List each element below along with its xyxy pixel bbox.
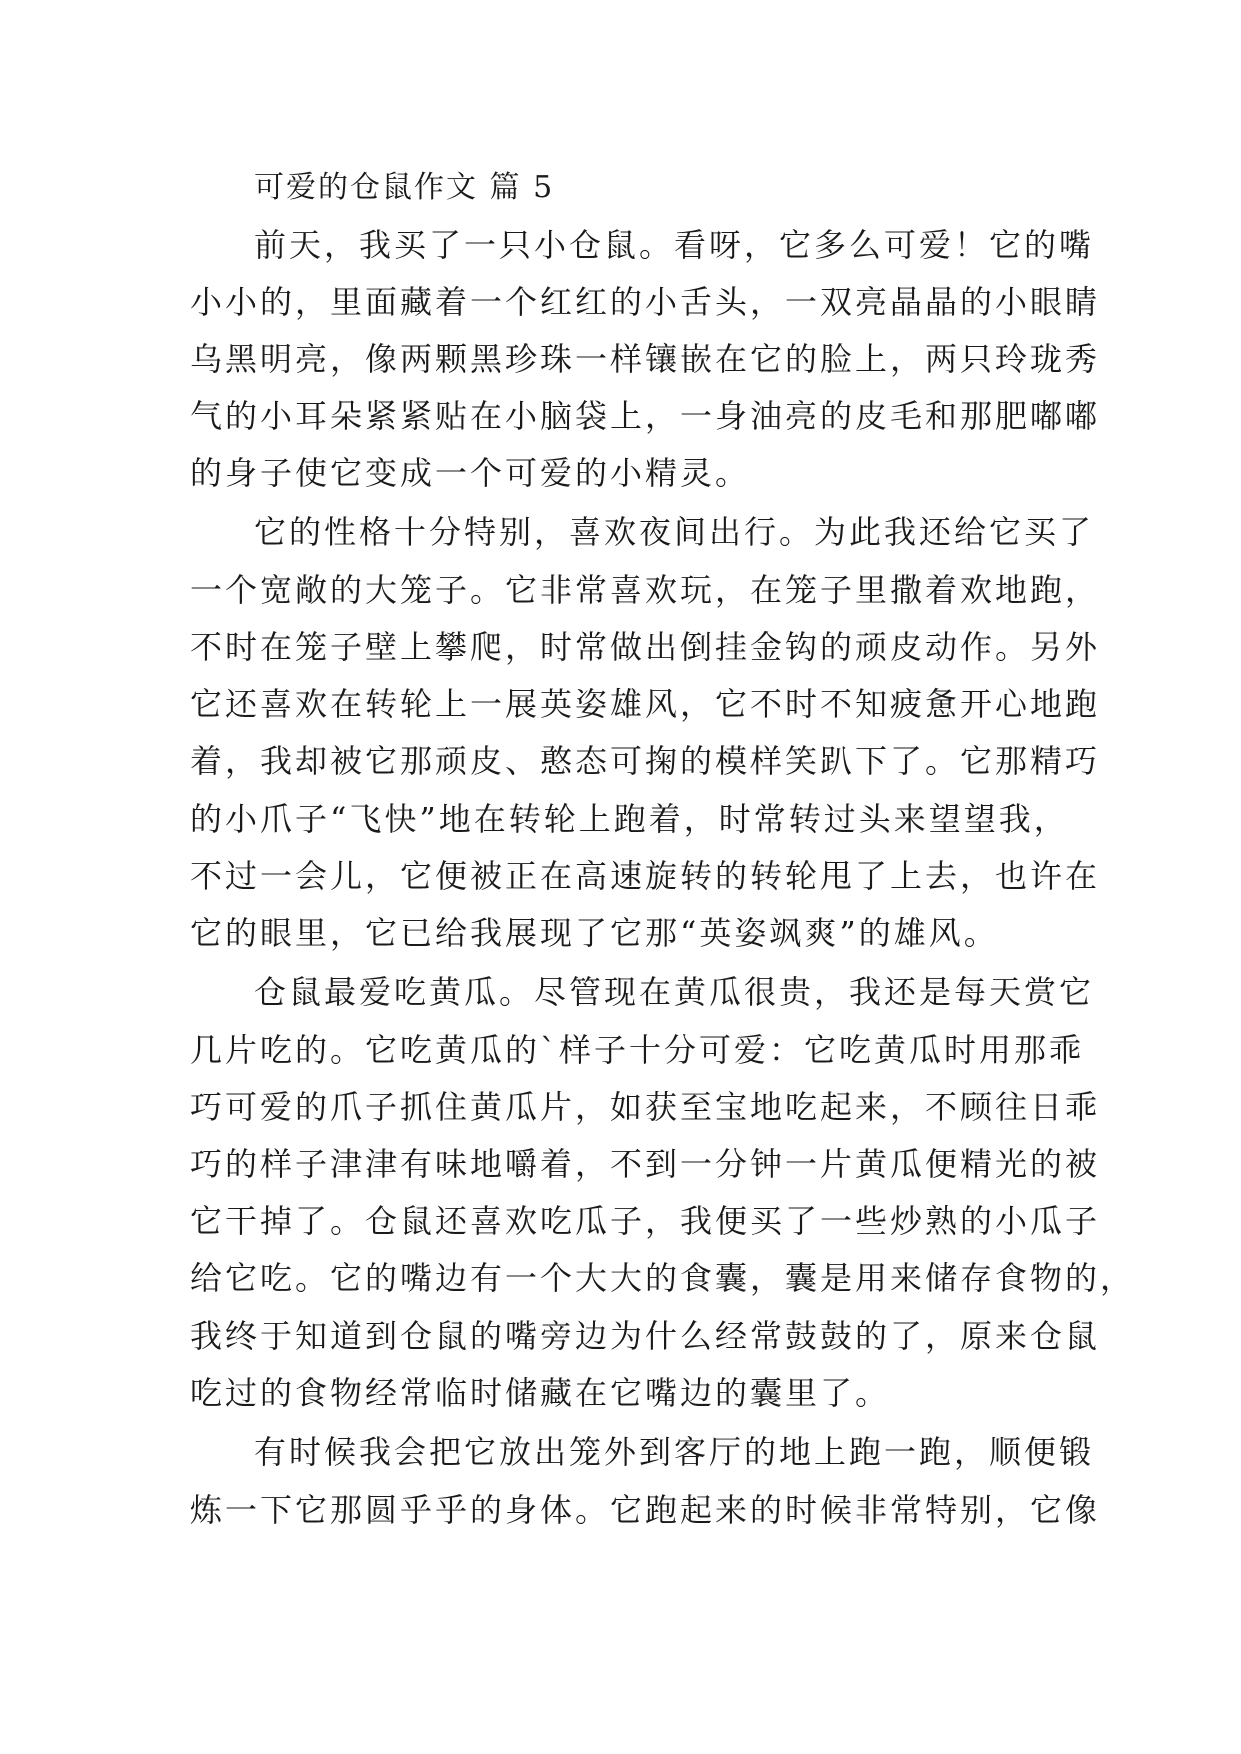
- text-line: 几片吃的。它吃黄瓜的`样子十分可爱：它吃黄瓜时用那乖: [190, 1031, 1085, 1069]
- text-line: 巧的样子津津有味地嚼着，不到一分钟一片黄瓜便精光的被: [190, 1145, 1101, 1183]
- text-line: 的身子使它变成一个可爱的小精灵。: [190, 454, 751, 492]
- text-line: 有时候我会把它放出笼外到客厅的地上跑一跑，顺便锻: [254, 1433, 1095, 1471]
- text-line: 吃过的食物经常临时储藏在它嘴边的囊里了。: [190, 1374, 891, 1412]
- text-line: 乌黑明亮，像两颗黑珍珠一样镶嵌在它的脸上，两只玲珑秀: [190, 340, 1101, 378]
- text-line: 着，我却被它那顽皮、憨态可掬的模样笑趴下了。它那精巧: [190, 742, 1101, 780]
- document-title: 可爱的仓鼠作文 篇 5: [254, 170, 555, 205]
- text-line: 它还喜欢在转轮上一展英姿雄风，它不时不知疲惫开心地跑: [190, 685, 1101, 723]
- text-line: 前天，我买了一只小仓鼠。看呀，它多么可爱！它的嘴: [254, 226, 1095, 264]
- text-line: 巧可爱的爪子抓住黄瓜片，如获至宝地吃起来，不顾往日乖: [190, 1088, 1101, 1126]
- text-line: 的小爪子“飞快”地在转轮上跑着，时常转过头来望望我，: [190, 800, 1069, 838]
- text-line: 小小的，里面藏着一个红红的小舌头，一双亮晶晶的小眼睛: [190, 283, 1101, 321]
- text-line: 气的小耳朵紧紧贴在小脑袋上，一身油亮的皮毛和那肥嘟嘟: [190, 397, 1101, 435]
- text-line: 给它吃。它的嘴边有一个大大的食囊，囊是用来储存食物的，: [190, 1259, 1136, 1297]
- text-line: 它的性格十分特别，喜欢夜间出行。为此我还给它买了: [254, 513, 1095, 551]
- text-line: 不过一会儿，它便被正在高速旋转的转轮甩了上去，也许在: [190, 857, 1101, 895]
- text-line: 仓鼠最爱吃黄瓜。尽管现在黄瓜很贵，我还是每天赏它: [254, 973, 1095, 1011]
- text-line: 不时在笼子壁上攀爬，时常做出倒挂金钩的顽皮动作。另外: [190, 628, 1101, 666]
- text-line: 我终于知道到仓鼠的嘴旁边为什么经常鼓鼓的了，原来仓鼠: [190, 1317, 1101, 1355]
- text-line: 一个宽敞的大笼子。它非常喜欢玩，在笼子里撒着欢地跑，: [190, 571, 1101, 609]
- text-line: 它干掉了。仓鼠还喜欢吃瓜子，我便买了一些炒熟的小瓜子: [190, 1202, 1101, 1240]
- text-line: 炼一下它那圆乎乎的身体。它跑起来的时候非常特别，它像: [190, 1491, 1101, 1529]
- text-line: 它的眼里，它已给我展现了它那“英姿飒爽”的雄风。: [190, 914, 999, 952]
